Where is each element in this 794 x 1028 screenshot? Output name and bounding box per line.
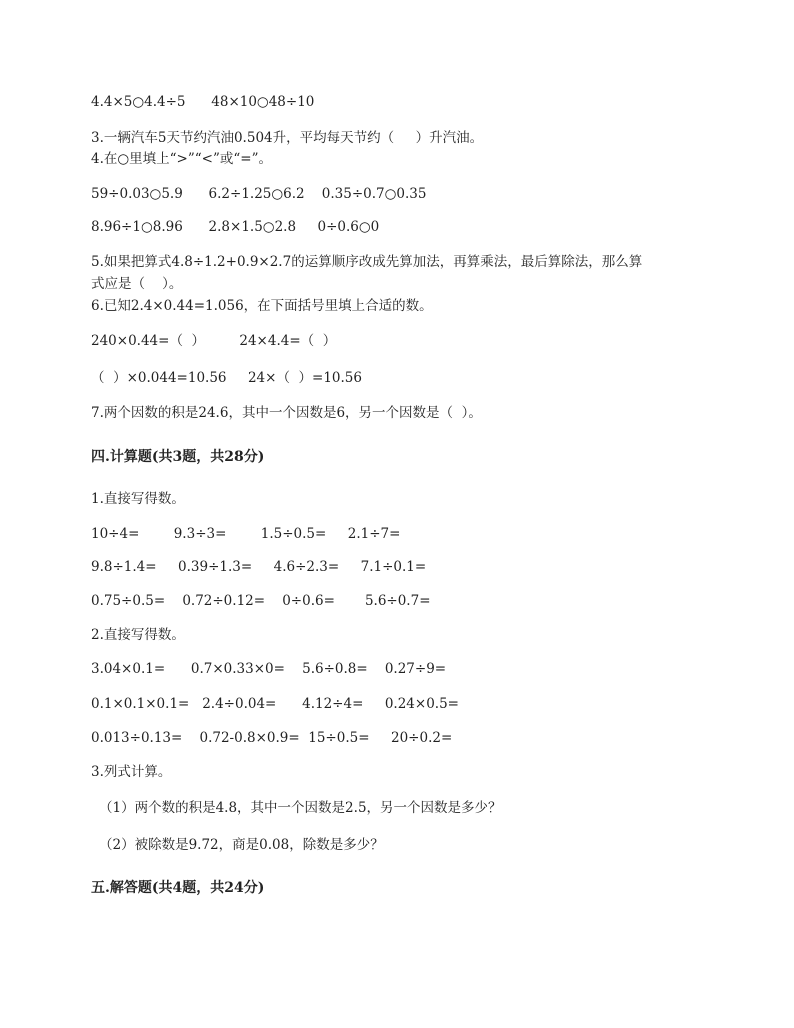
calc-1-title: 1.直接写得数。 <box>91 491 185 507</box>
question-5-line-1: 5.如果把算式4.8÷1.2+0.9×2.7的运算顺序改成先算加法，再算乘法，最后算除法，那么算 <box>91 254 643 270</box>
compare-row-1: 4.4×5○4.4÷5 48×10○48÷10 <box>91 94 315 110</box>
calc-1-row-2: 9.8÷1.4= 0.39÷1.3= 4.6÷2.3= 7.1÷0.1= <box>91 559 427 575</box>
calc-2-title: 2.直接写得数。 <box>91 627 185 643</box>
calc-3-item-1: （1）两个数的积是4.8，其中一个因数是2.5，另一个因数是多少？ <box>99 800 502 816</box>
compare-row-3: 8.96÷1○8.96 2.8×1.5○2.8 0÷0.6○0 <box>91 219 380 235</box>
calc-3-item-2: （2）被除数是9.72，商是0.08，除数是多少？ <box>99 837 384 853</box>
calc-2-row-1: 3.04×0.1= 0.7×0.33×0= 5.6÷0.8= 0.27÷9= <box>91 661 447 677</box>
question-4: 4.在○里填上“>”“<”或“=”。 <box>91 151 273 167</box>
question-3: 3.一辆汽车5天节约汽油0.504升，平均每天节约（ ）升汽油。 <box>91 130 484 146</box>
compare-row-2: 59÷0.03○5.9 6.2÷1.25○6.2 0.35÷0.7○0.35 <box>91 186 427 202</box>
fill-row-2: （ ）×0.044=10.56 24×（ ）=10.56 <box>91 370 362 386</box>
calc-1-row-3: 0.75÷0.5= 0.72÷0.12= 0÷0.6= 5.6÷0.7= <box>91 593 431 609</box>
question-7: 7.两个因数的积是24.6，其中一个因数是6，另一个因数是（ ）。 <box>91 405 482 421</box>
section-5-heading: 五.解答题(共4题，共24分) <box>91 880 265 896</box>
fill-row-1: 240×0.44=（ ） 24×4.4=（ ） <box>91 333 337 349</box>
question-5-line-2: 式应是（ ）。 <box>91 276 183 292</box>
calc-3-title: 3.列式计算。 <box>91 764 172 780</box>
section-4-heading: 四.计算题(共3题，共28分) <box>91 449 265 465</box>
calc-2-row-3: 0.013÷0.13= 0.72-0.8×0.9= 15÷0.5= 20÷0.2= <box>91 730 453 746</box>
calc-2-row-2: 0.1×0.1×0.1= 2.4÷0.04= 4.12÷4= 0.24×0.5= <box>91 696 459 712</box>
calc-1-row-1: 10÷4= 9.3÷3= 1.5÷0.5= 2.1÷7= <box>91 526 401 542</box>
question-6: 6.已知2.4×0.44=1.056，在下面括号里填上合适的数。 <box>91 298 433 314</box>
